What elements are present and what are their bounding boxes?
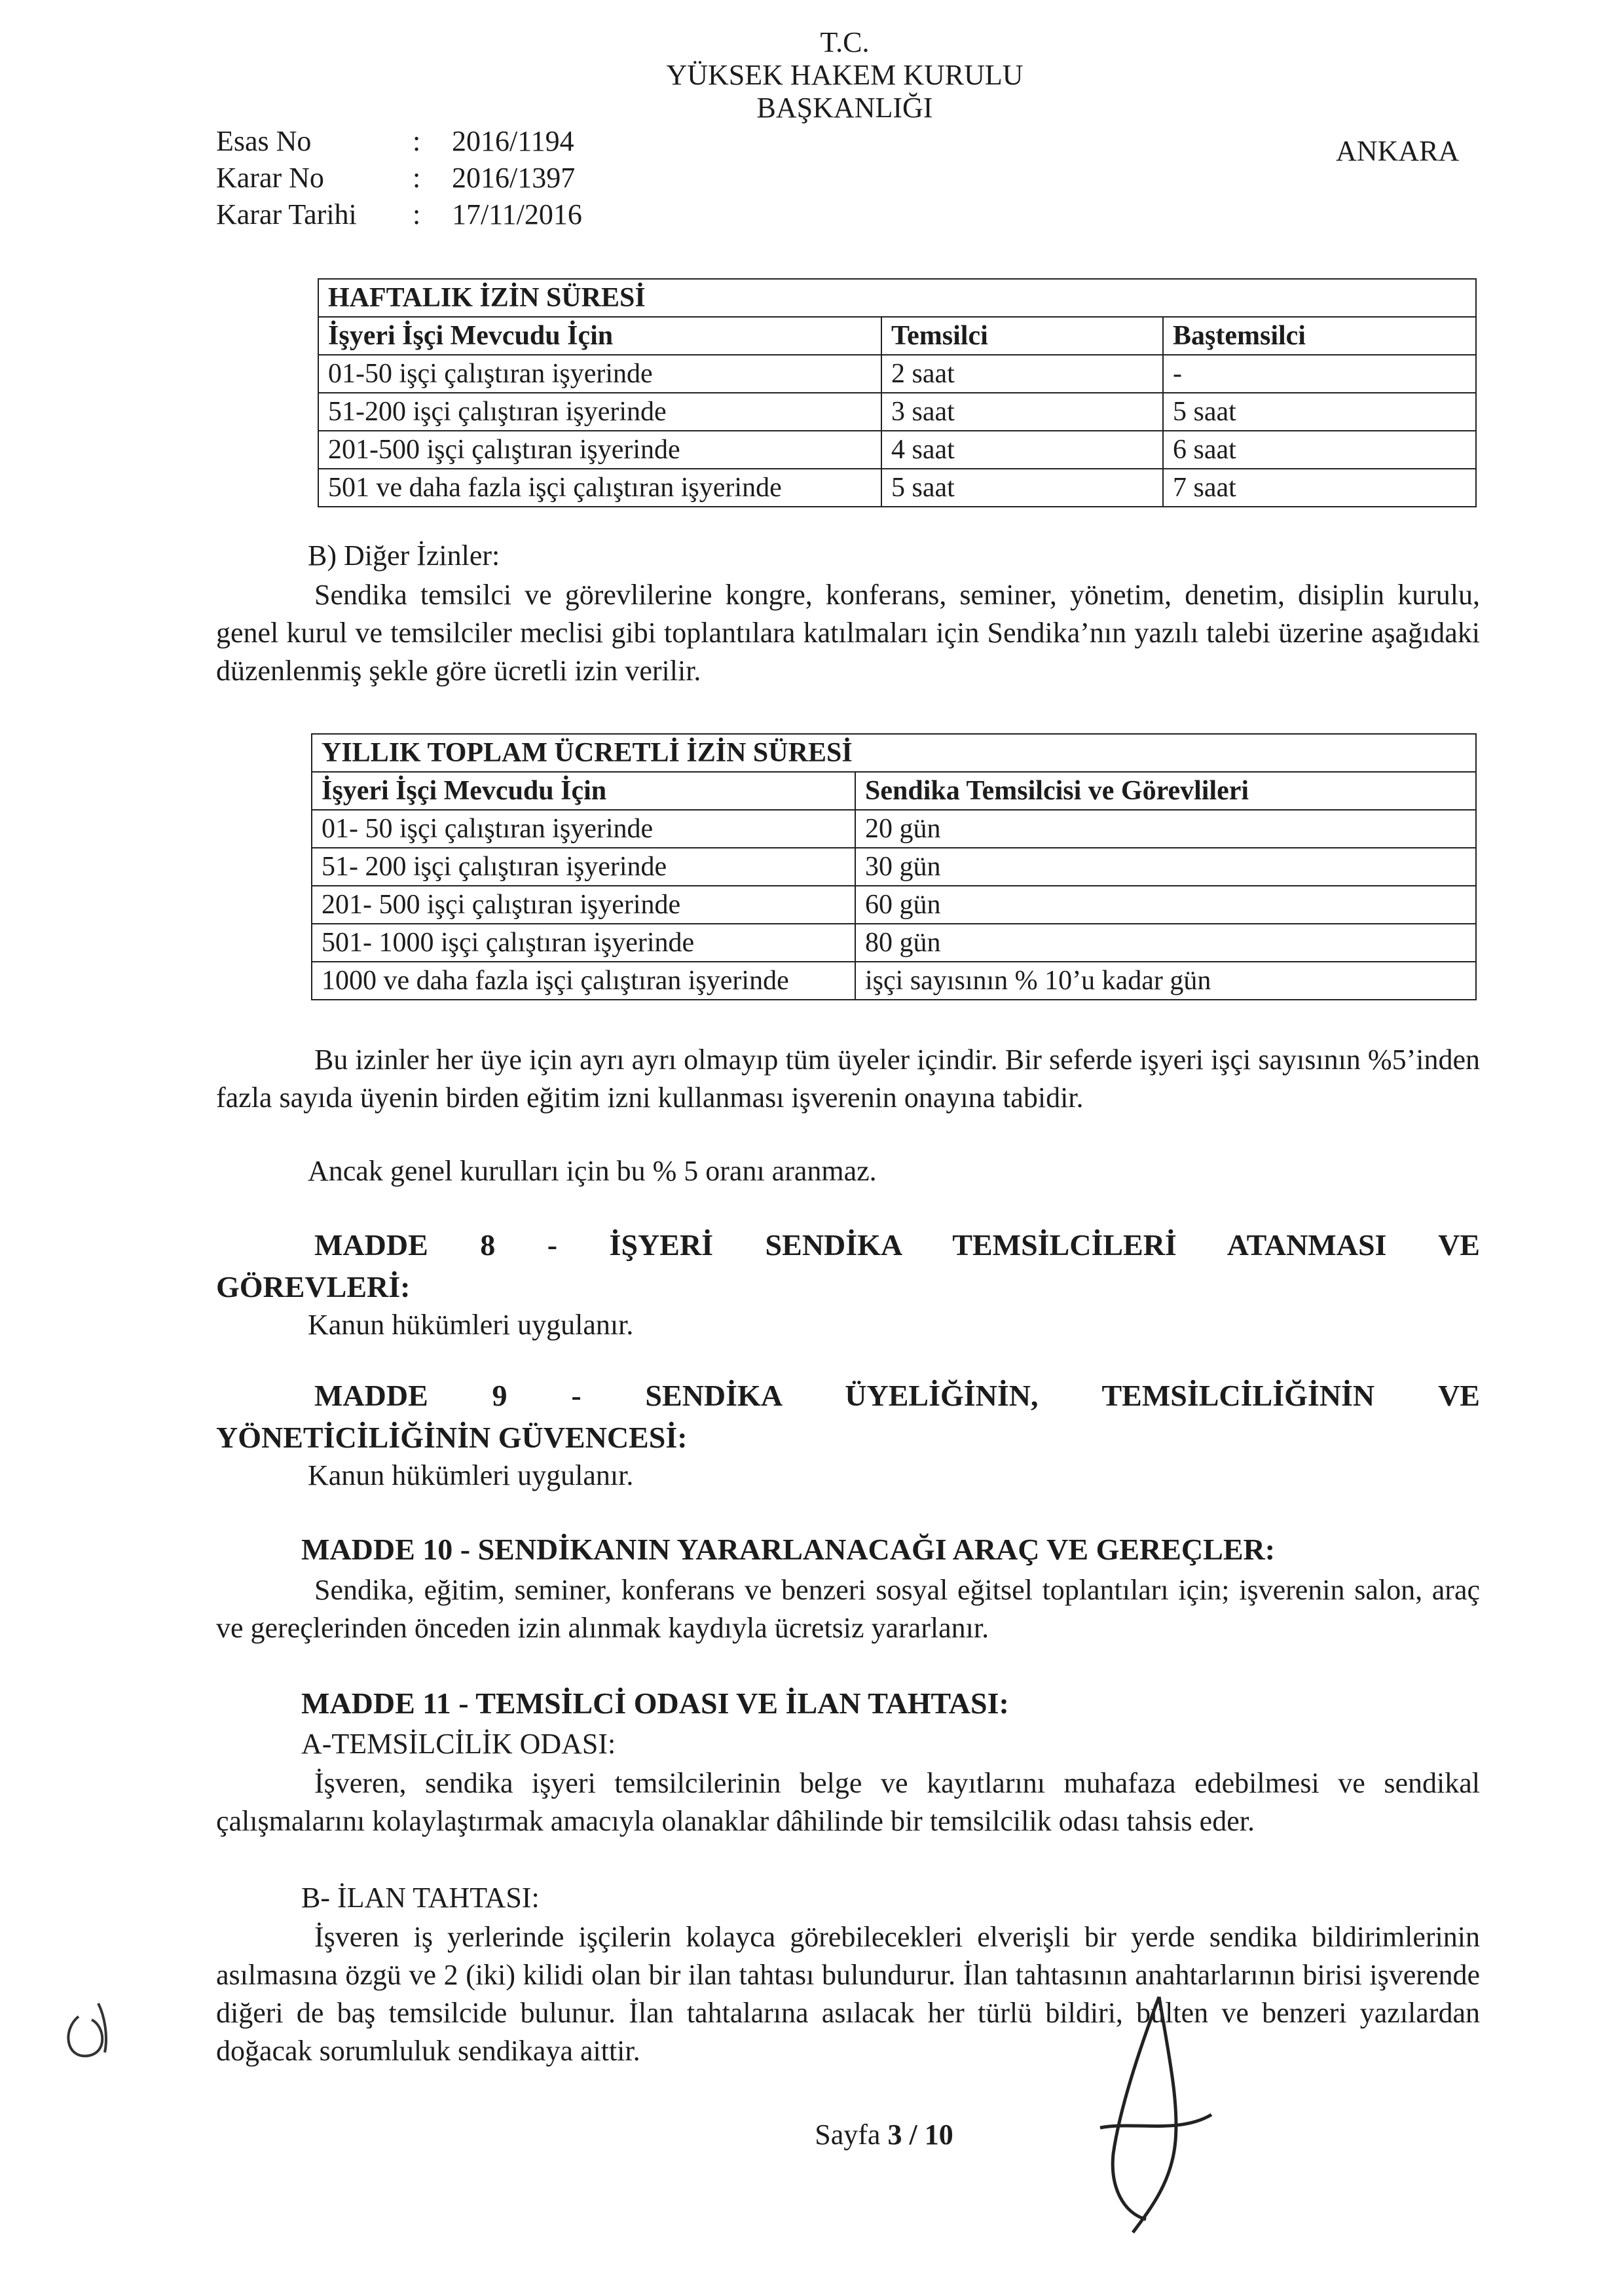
current-page: 3	[887, 2119, 902, 2151]
table-cell: 6 saat	[1163, 431, 1476, 469]
meta-value: 2016/1194	[452, 125, 574, 157]
table-row	[312, 886, 1476, 924]
table-row	[318, 355, 1476, 393]
article-10-text: Sendika, eğitim, seminer, konferans ve benzeri sosyal eğitsel toplantıları için; işverenin salon, araç ve gereçlerinden önceden izin alınmak kaydıyla ücretsiz yararlanır.	[216, 1574, 1480, 1644]
page-label: Sayfa	[815, 2119, 888, 2151]
table-row	[318, 393, 1476, 431]
article-9-text: Kanun hükümleri uygulanır.	[308, 1459, 634, 1491]
table-cell: 7 saat	[1163, 469, 1476, 507]
meta-row: Karar Tarihi : 17/11/2016	[216, 196, 582, 233]
table-row	[318, 469, 1476, 507]
case-meta	[216, 123, 582, 233]
article-heading-line: YÖNETİCİLİĞİNİN GÜVENCESİ:	[216, 1421, 688, 1454]
table-cell: 5 saat	[881, 469, 1163, 507]
meta-value: 17/11/2016	[452, 198, 582, 230]
table-title: YILLIK TOPLAM ÜCRETLİ İZİN SÜRESİ	[312, 734, 1476, 772]
page-number	[720, 2118, 1048, 2151]
article-11-heading: MADDE 11 - TEMSİLCİ ODASI VE İLAN TAHTASI:	[301, 1686, 1009, 1720]
table-row	[312, 810, 1476, 848]
page-separator: /	[902, 2119, 925, 2151]
article-heading-line: MADDE 8 - İŞYERİ SENDİKA TEMSİLCİLERİ ATANMASI VE	[314, 1228, 1480, 1262]
table-cell: 501- 1000 işçi çalıştıran işyerinde	[312, 924, 855, 962]
article-heading-line: GÖREVLERİ:	[216, 1270, 411, 1303]
header-authority: YÜKSEK HAKEM KURULU	[666, 59, 1024, 91]
table-row	[312, 924, 1476, 962]
article-10-heading: MADDE 10 - SENDİKANIN YARARLANACAĞI ARAÇ VE GEREÇLER:	[301, 1533, 1276, 1566]
table-cell: 3 saat	[881, 393, 1163, 431]
table-cell: 80 gün	[855, 924, 1476, 962]
weekly-leave-table	[318, 278, 1477, 507]
article-8-text: Kanun hükümleri uygulanır.	[308, 1309, 634, 1341]
meta-row: Esas No : 2016/1194	[216, 123, 582, 160]
table-cell: 01-50 işçi çalıştıran işyerinde	[318, 355, 881, 393]
meta-label: Karar No	[216, 162, 324, 194]
article-9-heading	[216, 1375, 1480, 1459]
table-header: İşyeri İşçi Mevcudu İçin	[312, 772, 855, 810]
city-label: ANKARA	[1336, 135, 1460, 167]
table-cell: 30 gün	[855, 848, 1476, 886]
section-b-title: B) Diğer İzinler:	[308, 539, 500, 572]
table-cell: işçi sayısının % 10’u kadar gün	[855, 962, 1476, 1000]
meta-row: Karar No : 2016/1397	[216, 160, 582, 196]
meta-label: Karar Tarihi	[216, 198, 357, 230]
article-11-text-a: İşveren, sendika işyeri temsilcilerinin belge ve kayıtlarını muhafaza edebilmesi ve sendikal çalışmalarını kolaylaştırmak amacıyla olanaklar dâhilinde bir temsilcilik odası tahsis eder.	[216, 1767, 1480, 1837]
table-cell: 51-200 işçi çalıştıran işyerinde	[318, 393, 881, 431]
section-b-text: Sendika temsilci ve görevlilerine kongre, konferans, seminer, yönetim, denetim, disiplin kurulu, genel kurul ve temsilciler meclisi gibi toplantılara katılmaları için Sendika’nın yazılı talebi üzerine aşağıdaki düzenlenmiş şekle göre ücretli izin verilir.	[216, 579, 1480, 687]
table-row	[312, 848, 1476, 886]
table-header: İşyeri İşçi Mevcudu İçin	[318, 317, 881, 355]
table-cell: 201- 500 işçi çalıştıran işyerinde	[312, 886, 855, 924]
table-cell: 501 ve daha fazla işçi çalıştıran işyerinde	[318, 469, 881, 507]
handwritten-page-mark	[59, 1990, 131, 2069]
article-11-sub-a: A-TEMSİLCİLİK ODASI:	[301, 1728, 616, 1760]
table-cell: 2 saat	[881, 355, 1163, 393]
header-tc: T.C.	[820, 26, 870, 58]
table-cell: 60 gün	[855, 886, 1476, 924]
table-row	[318, 431, 1476, 469]
table-cell: 01- 50 işçi çalıştıran işyerinde	[312, 810, 855, 848]
table-cell: 5 saat	[1163, 393, 1476, 431]
table-header: Baştemsilci	[1163, 317, 1476, 355]
table-cell: 201-500 işçi çalıştıran işyerinde	[318, 431, 881, 469]
meta-label: Esas No	[216, 125, 312, 157]
article-heading-line: MADDE 9 - SENDİKA ÜYELİĞİNİN, TEMSİLCİLİĞİNİN VE	[314, 1379, 1480, 1412]
table-cell: 51- 200 işçi çalıştıran işyerinde	[312, 848, 855, 886]
table-header: Sendika Temsilcisi ve Görevlileri	[855, 772, 1476, 810]
table-cell: 4 saat	[881, 431, 1163, 469]
annual-leave-table	[311, 733, 1477, 1000]
article-11-sub-b: B- İLAN TAHTASI:	[301, 1882, 540, 1914]
table-title: HAFTALIK İZİN SÜRESİ	[318, 279, 1476, 317]
after-table-paragraph: Bu izinler her üye için ayrı ayrı olmayıp tüm üyeler içindir. Bir seferde işyeri işçi sayısının %5’inden fazla sayıda üyenin birden eğitim izni kullanması işverenin onayına tabidir.	[216, 1044, 1480, 1114]
signature	[1061, 1971, 1270, 2246]
table-cell: 1000 ve daha fazla işçi çalıştıran işyerinde	[312, 962, 855, 1000]
table-cell: 20 gün	[855, 810, 1476, 848]
article-11-text-b: İşveren iş yerlerinde işçilerin kolayca görebilecekleri elverişli bir yerde sendika bildirimlerinin asılmasına özgü ve 2 (iki) kilidi olan bir ilan tahtası bulundurur. İlan tahtasının anahtarlarının birisi işverende diğeri de baş temsilcide bulunur. İlan tahtalarına asılacak her türlü bildiri, bülten ve benzeri yazılardan doğacak sorumluluk sendikaya aittir.	[216, 1921, 1480, 2067]
table-header: Temsilci	[881, 317, 1163, 355]
article-8-heading	[216, 1224, 1480, 1308]
table-cell: -	[1163, 355, 1476, 393]
header-presidency: BAŞKANLIĞI	[756, 92, 933, 124]
after-table-note: Ancak genel kurulları için bu % 5 oranı aranmaz.	[308, 1155, 877, 1187]
table-row	[312, 962, 1476, 1000]
meta-value: 2016/1397	[452, 162, 576, 194]
total-pages: 10	[924, 2119, 953, 2151]
